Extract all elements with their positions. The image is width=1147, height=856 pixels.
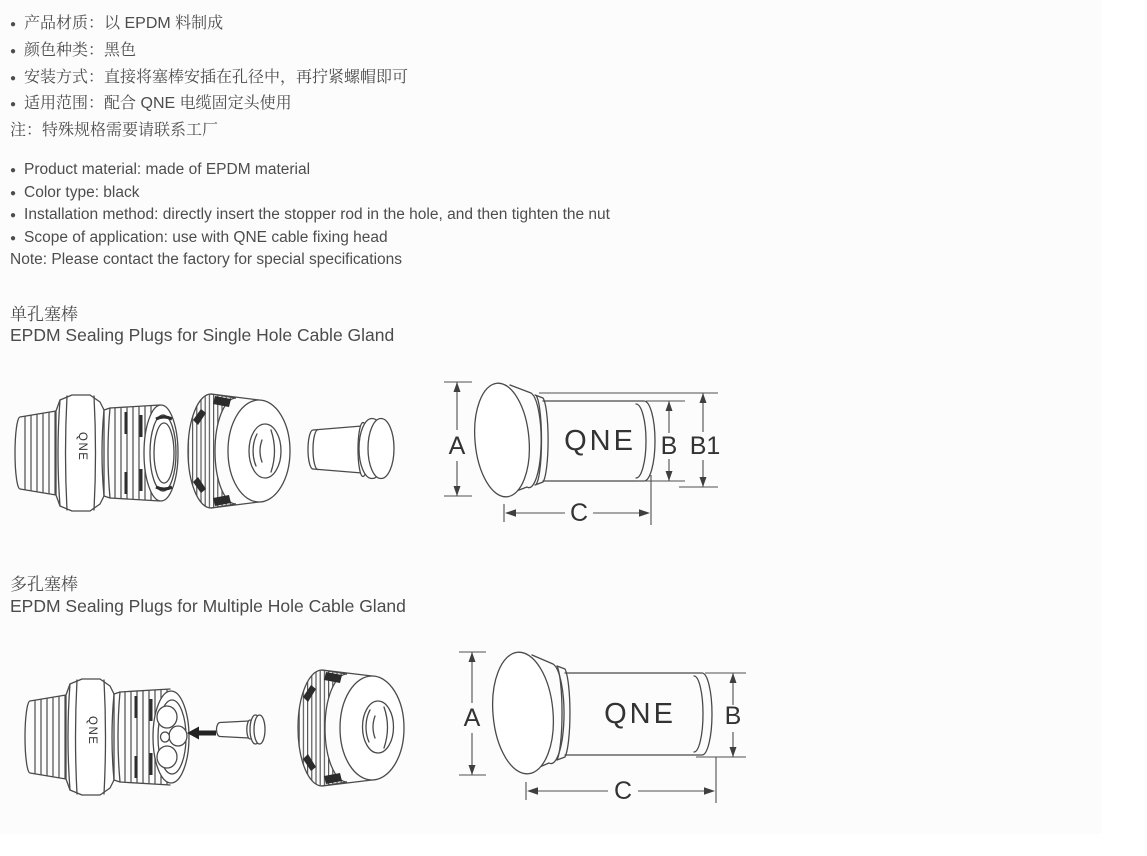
plug-side-view [488, 650, 712, 777]
spec-note [10, 118, 770, 145]
plug-hole-small [161, 732, 170, 742]
spec-text: Product material: made of EPDM material [24, 161, 311, 178]
bullet-icon: ● [10, 165, 17, 176]
plug-hole [169, 726, 187, 746]
dim-c-label: C [613, 777, 633, 805]
insert-arrow-icon [187, 727, 216, 740]
spec-text: 安装方式：直接将塞棒安插在孔径中，再拧紧螺帽即可 [24, 68, 409, 86]
gland-brand-text: QNE [76, 432, 88, 462]
spec-line [10, 38, 770, 65]
bullet-icon: ● [10, 232, 17, 244]
section1-title-cn: 单孔塞棒 [10, 305, 78, 324]
plug-hole [157, 746, 177, 768]
spec-line [10, 227, 810, 250]
specs-list-cn [10, 11, 770, 145]
sealing-plug-drawing [308, 419, 394, 479]
gland-brand-text: QNE [86, 716, 98, 746]
section2-title-en: EPDM Sealing Plugs for Multiple Hole Cable Gland [10, 596, 406, 616]
dim-a-label: A [448, 432, 466, 460]
spec-text: Installation method: directly insert the stopper rod in the hole, and then tighten the nut [24, 206, 610, 224]
spec-text: 颜色种类：黑色 [24, 41, 137, 59]
section1-title-en: EPDM Sealing Plugs for Single Hole Cable Gland [10, 325, 395, 345]
plug-brand-label: QNE [564, 425, 636, 457]
bullet-icon: ● [10, 187, 17, 199]
spec-line [10, 204, 810, 227]
bullet-icon: ● [10, 19, 17, 30]
plug-rod-drawing [217, 715, 265, 744]
dim-b-label: B [724, 702, 742, 730]
spec-line [10, 182, 810, 205]
single-hole-exploded-drawing [10, 360, 430, 540]
bullet-icon: ● [10, 210, 17, 222]
spec-text: Color type: black [24, 183, 140, 201]
spec-text: 适用范围：配合 QNE 电缆固定头使用 [24, 95, 292, 113]
specs-list-en [10, 159, 810, 272]
dim-c-label: C [569, 499, 589, 527]
dome-nut-multi-drawing [298, 670, 404, 786]
spec-text: Note: Please contact the factory for special specifications [10, 251, 403, 269]
spec-line [10, 65, 770, 92]
bullet-icon: ● [10, 99, 17, 111]
section2-title-cn: 多孔塞棒 [10, 575, 78, 594]
spec-text: 注：特殊规格需要请联系工厂 [10, 122, 219, 140]
dim-b-label: B [660, 432, 678, 460]
gland-body-drawing [15, 395, 178, 511]
spec-text: Scope of application: use with QNE cable fixing head [24, 228, 388, 246]
dim-a-label: A [463, 704, 481, 732]
multi-hole-dimension-drawing [450, 633, 785, 840]
plug-side-view [470, 381, 655, 499]
spec-line [10, 11, 770, 38]
single-hole-dimension-drawing [432, 360, 767, 545]
dim-b1-label: B1 [689, 432, 721, 460]
multi-hole-exploded-drawing [20, 638, 470, 843]
spec-note [10, 249, 810, 272]
dome-nut-drawing [188, 394, 290, 508]
spec-line [10, 91, 770, 118]
spec-text: 产品材质：以 EPDM 料制成 [24, 15, 224, 32]
bullet-icon: ● [10, 72, 17, 84]
plug-hole [157, 706, 177, 728]
plug-brand-label: QNE [604, 698, 676, 730]
bullet-icon: ● [10, 45, 17, 57]
gland-body-multi-drawing [25, 679, 189, 795]
spec-line [10, 159, 810, 182]
